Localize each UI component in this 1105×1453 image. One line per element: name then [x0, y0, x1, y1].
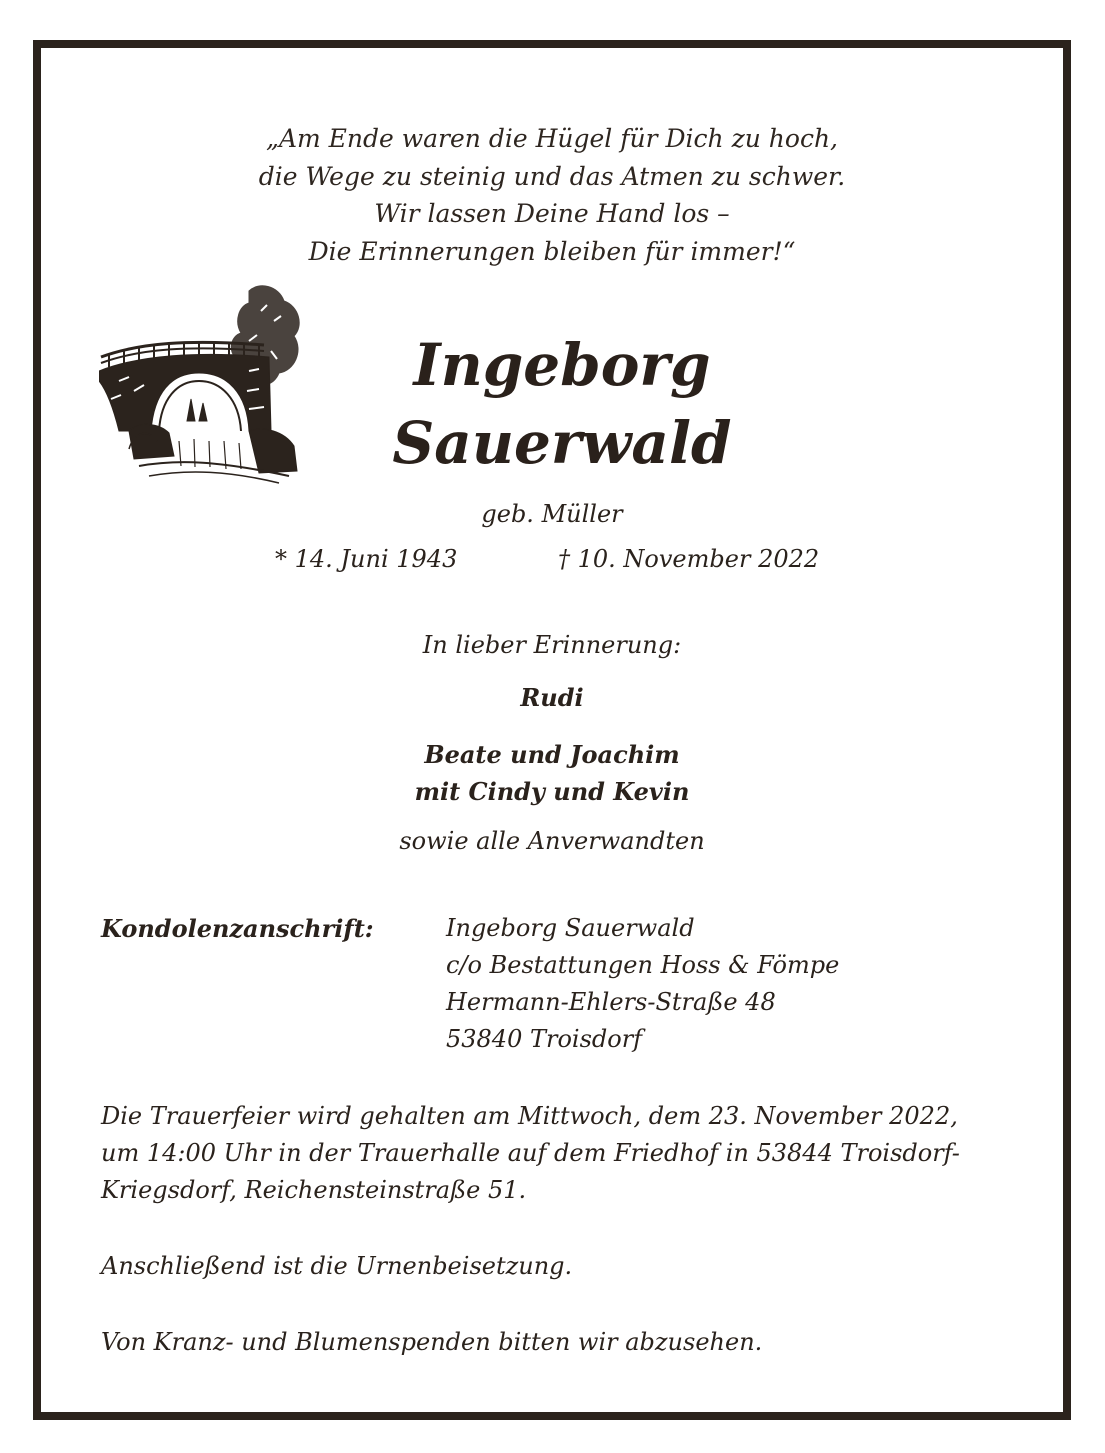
death-date: † 10. November 2022 [558, 545, 820, 573]
family-line: Beate und Joachim [424, 740, 680, 769]
mourner-relatives: sowie alle Anverwandten [399, 827, 705, 855]
memorial-quote [41, 120, 1063, 270]
deceased-last-name: Sauerwald [392, 409, 732, 477]
quote-line: „Am Ende waren die Hügel für Dich zu hoch, [266, 124, 838, 153]
memory-intro: In lieber Erinnerung: [422, 631, 682, 659]
urn-notice: Anschließend ist die Urnenbeisetzung. [101, 1252, 573, 1280]
family-line: mit Cindy und Kevin [414, 777, 690, 806]
deceased-first-name: Ingeborg [413, 331, 711, 399]
address-line: c/o Bestattungen Hoss & Fömpe [446, 951, 840, 979]
address-line: Hermann-Ehlers-Straße 48 [446, 988, 776, 1016]
flowers-notice: Von Kranz- und Blumenspenden bitten wir abzusehen. [101, 1328, 763, 1356]
mourner-spouse: Rudi [520, 683, 584, 712]
condolence-address [446, 910, 839, 1058]
condolence-label: Kondolenzanschrift: [101, 914, 374, 943]
quote-line: die Wege zu steinig und das Atmen zu schwer. [258, 161, 846, 191]
quote-line: Wir lassen Deine Hand los – [374, 199, 730, 228]
ceremony-line: Kriegsdorf, Reichensteinstraße 51. [101, 1176, 527, 1204]
obituary-frame [33, 40, 1071, 1420]
birth-date: * 14. Juni 1943 [275, 545, 458, 573]
deceased-name [41, 326, 1073, 482]
ceremony-line: Die Trauerfeier wird gehalten am Mittwoch, dem 23. November 2022, [101, 1102, 958, 1130]
birth-name: geb. Müller [481, 500, 623, 528]
address-line: Ingeborg Sauerwald [446, 914, 695, 942]
address-line: 53840 Troisdorf [446, 1025, 643, 1053]
ceremony-notice [101, 1098, 1021, 1209]
mourner-family [41, 736, 1063, 810]
ceremony-line: um 14:00 Uhr in der Trauerhalle auf dem Friedhof in 53844 Troisdorf- [101, 1139, 960, 1167]
quote-line: Die Erinnerungen bleiben für immer!“ [308, 236, 796, 266]
